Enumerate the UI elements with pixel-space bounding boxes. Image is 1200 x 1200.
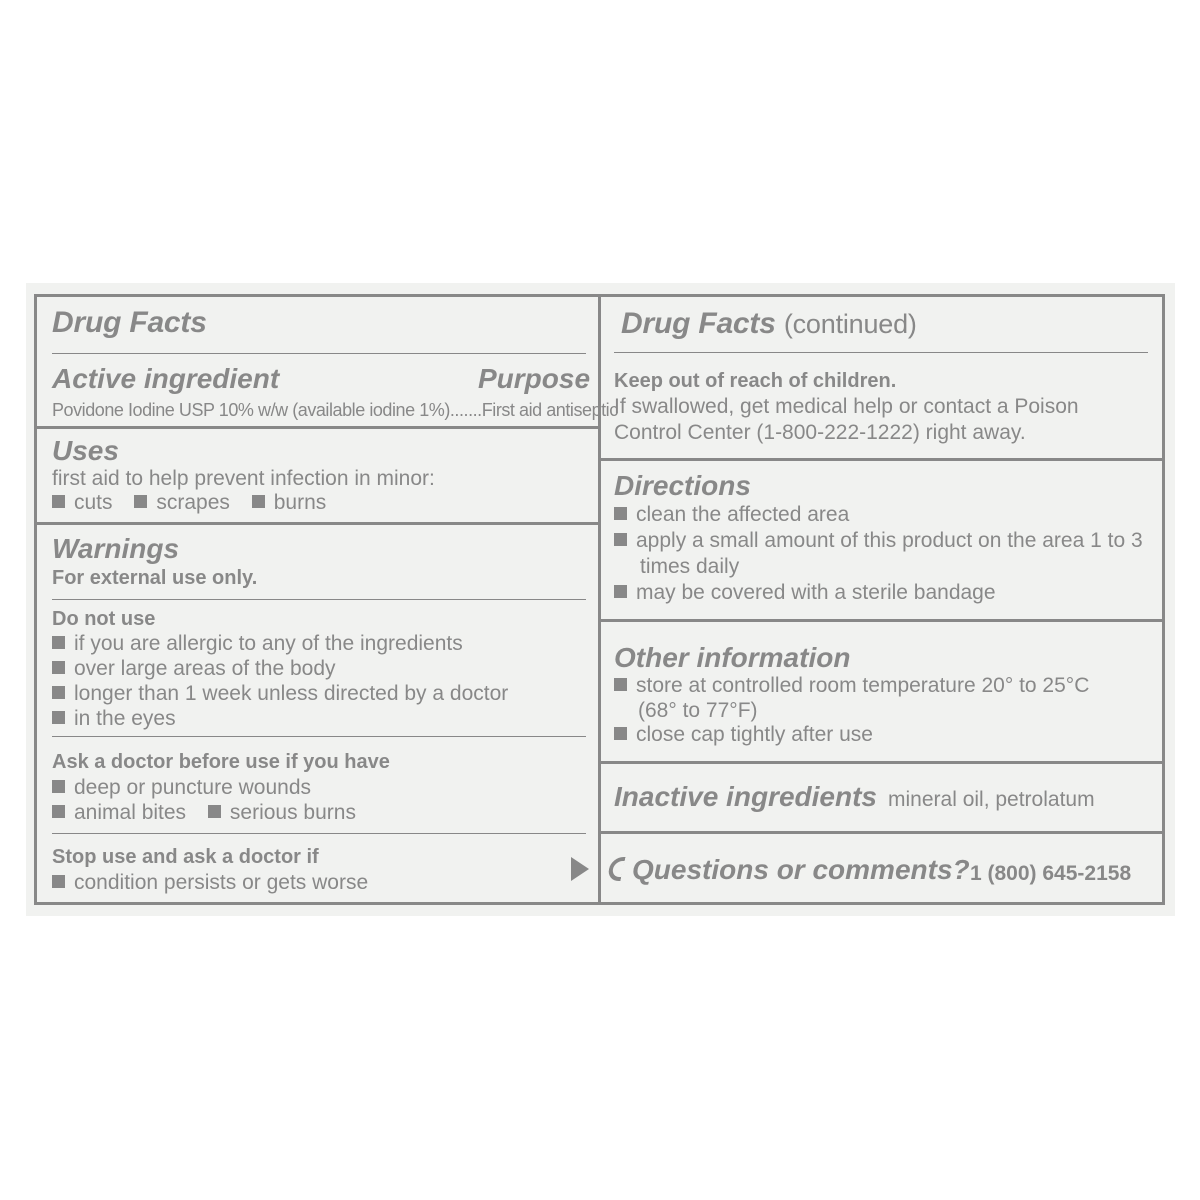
subsection-rule <box>52 833 586 834</box>
list-item: cuts <box>74 491 113 514</box>
square-bullet-icon <box>614 727 627 740</box>
uses-heading: Uses <box>52 435 119 466</box>
square-bullet-icon <box>208 805 221 818</box>
list-item-continued: (68° to 77°F) <box>638 699 758 722</box>
questions-phone: 1 (800) 645-2158 <box>970 862 1132 885</box>
drug-facts-continued-title: Drug Facts (continued) <box>621 307 917 340</box>
square-bullet-icon <box>52 711 65 724</box>
square-bullet-icon <box>52 780 65 793</box>
ask-doctor-list <box>52 802 356 823</box>
swallowed-text: If swallowed, get medical help or contact a Poison <box>614 395 1079 418</box>
swallowed-text: Control Center (1-800-222-1222) right away. <box>614 421 1026 444</box>
inactive-ingredients-heading: Inactive ingredients <box>614 781 877 812</box>
list-item: scrapes <box>156 491 230 514</box>
questions-heading: Questions or comments? <box>632 854 970 885</box>
drug-facts-title: Drug Facts <box>52 306 207 339</box>
list-item: clean the affected area <box>614 504 849 525</box>
do-not-use-heading: Do not use <box>52 608 156 630</box>
square-bullet-icon <box>134 495 147 508</box>
square-bullet-icon <box>614 507 627 520</box>
square-bullet-icon <box>614 678 627 691</box>
square-bullet-icon <box>52 495 65 508</box>
list-item: serious burns <box>229 801 356 824</box>
active-ingredient-line: Povidone Iodine USP 10% w/w (available iodine 1%).......First aid antiseptic <box>52 400 618 420</box>
warnings-heading: Warnings <box>52 533 180 564</box>
right-arrow-icon <box>571 857 589 881</box>
list-item: deep or puncture wounds <box>52 777 311 798</box>
section-divider <box>34 522 600 525</box>
inactive-ingredients-text: mineral oil, petrolatum <box>888 788 1095 811</box>
list-item: if you are allergic to any of the ingredients <box>52 633 463 654</box>
warnings-external: For external use only. <box>52 567 258 589</box>
section-divider <box>600 458 1165 461</box>
list-item: in the eyes <box>52 708 176 729</box>
ask-doctor-heading: Ask a doctor before use if you have <box>52 751 390 773</box>
column-divider <box>598 294 601 905</box>
square-bullet-icon <box>614 585 627 598</box>
other-information-heading: Other information <box>614 642 851 673</box>
uses-list <box>52 492 326 513</box>
active-ingredient-heading: Active ingredient <box>52 363 280 394</box>
list-item: apply a small amount of this product on the area 1 to 3 <box>614 530 1143 551</box>
section-divider <box>600 619 1165 622</box>
title-rule <box>52 353 586 354</box>
section-divider <box>600 831 1165 834</box>
square-bullet-icon <box>52 661 65 674</box>
subsection-rule <box>52 599 586 600</box>
stop-use-heading: Stop use and ask a doctor if <box>52 846 319 868</box>
directions-heading: Directions <box>614 470 751 501</box>
list-item: store at controlled room temperature 20° to 25°C <box>614 675 1089 696</box>
square-bullet-icon <box>252 495 265 508</box>
keep-out-text: Keep out of reach of children. <box>614 370 897 392</box>
square-bullet-icon <box>52 805 65 818</box>
list-item: over large areas of the body <box>52 658 336 679</box>
square-bullet-icon <box>52 686 65 699</box>
list-item: condition persists or gets worse <box>52 872 368 893</box>
subsection-rule <box>52 736 586 737</box>
section-divider <box>34 426 600 429</box>
square-bullet-icon <box>52 636 65 649</box>
list-item: animal bites <box>74 801 187 824</box>
list-item-continued: times daily <box>640 555 740 578</box>
list-item: longer than 1 week unless directed by a doctor <box>52 683 508 704</box>
square-bullet-icon <box>52 875 65 888</box>
list-item: close cap tightly after use <box>614 724 873 745</box>
list-item: may be covered with a sterile bandage <box>614 582 996 603</box>
section-divider <box>600 761 1165 764</box>
title-rule <box>614 352 1148 353</box>
square-bullet-icon <box>614 533 627 546</box>
uses-text: first aid to help prevent infection in minor: <box>52 467 435 490</box>
list-item: burns <box>273 491 327 514</box>
purpose-heading: Purpose <box>478 363 591 394</box>
